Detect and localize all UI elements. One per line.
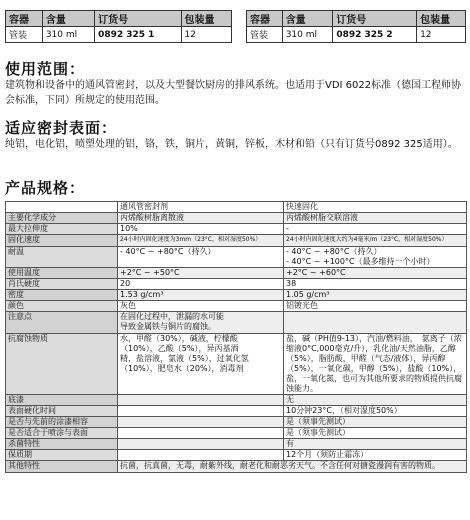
spec-value-standard: [118, 428, 284, 439]
spec-row: [6, 450, 467, 461]
spec-value-standard: 10%: [118, 224, 284, 235]
container-value: 管装: [247, 27, 283, 43]
spec-label: 密度: [6, 290, 118, 301]
order-no-header: 订货号: [333, 11, 417, 27]
spec-value-fast-cure: 38: [284, 279, 467, 290]
spec-value-fast-cure: 丙烯酸树脂交联溶液: [284, 213, 467, 224]
spec-row: [6, 312, 467, 334]
spec-value-standard: 20: [118, 279, 284, 290]
spec-value-standard: 在固化过程中，泄漏的水可能 导致金属铁与铜片的腐蚀。: [118, 312, 284, 334]
usage-text: 建筑物和设备中的通风管密封，以及大型餐饮厨房的排风系统。也适用于VDI 6022标准（德国工程师协会标准，下同）所规定的使用范围。: [5, 80, 462, 106]
spec-value-standard: [118, 439, 284, 450]
spec-header-fast-cure: 快速固化: [284, 202, 467, 213]
pack-qty-value: 12: [417, 27, 466, 43]
spec-label: 耐温: [6, 247, 118, 268]
spec-value-standard: [118, 406, 284, 417]
pack-qty-value: 12: [181, 27, 231, 43]
spec-row: [6, 428, 467, 439]
spec-row: [6, 290, 467, 301]
spec-value-fast-cure: - 40°C ~ +80°C（持久） - 40°C ~ +100°C（最多维持一个小时）: [284, 247, 467, 268]
spec-header-blank: [6, 202, 118, 213]
spec-label: 表面硬化时间: [6, 406, 118, 417]
spec-label: 抗腐蚀物质: [6, 334, 118, 395]
spec-value-fast-cure: 24小时内固化速度大约为4毫米/m（23°C，相对湿度50%）: [284, 235, 467, 247]
spec-value-fast-cure: 1.05 g/cm³: [284, 290, 467, 301]
spec-value-standard: [118, 395, 284, 406]
spec-value-fast-cure: [284, 312, 467, 334]
spec-label: 固化速度: [6, 235, 118, 247]
container-value: 管装: [6, 27, 43, 43]
spec-row: [6, 461, 467, 473]
spec-value-standard: 1.53 g/cm³: [118, 290, 284, 301]
spec-label: 使用温度: [6, 268, 118, 279]
spec-label: 杀菌特性: [6, 439, 118, 450]
order-box-2: [246, 10, 466, 43]
spec-value-fast-cure: 是（须事先测试）: [284, 428, 467, 439]
spec-value-fast-cure: -: [284, 224, 467, 235]
spec-value-fast-cure: 是（须事先测试）: [284, 417, 467, 428]
content-header: 含量: [282, 11, 333, 27]
surfaces-text: 纯铝，电化铝，喷塑处理的铝，铬，铁，铜片，黄铜，锌板，木材和铅（只有订货号0892 325适用）。: [5, 139, 458, 150]
spec-row: [6, 395, 467, 406]
spec-value-fast-cure: 有: [284, 439, 467, 450]
spec-value-fast-cure: 铝镀光色: [284, 301, 467, 312]
spec-row: [6, 247, 467, 268]
spec-value-standard: 丙烯酸树脂离散液: [118, 213, 284, 224]
spec-value-fast-cure: 无: [284, 395, 467, 406]
spec-value-standard: 灰色: [118, 301, 284, 312]
spec-value-fast-cure: 12个月（须防止霜冻）: [284, 450, 467, 461]
spec-label: 底漆: [6, 395, 118, 406]
spec-row: [6, 406, 467, 417]
spec-value-standard: 24小时内固化速度为3mm（23°C，相对湿度50%）: [118, 235, 284, 247]
spec-value-fast-cure: 10分钟23°C，（相对湿度50%）: [284, 406, 467, 417]
pack-qty-header: 包装量: [417, 11, 466, 27]
order-no-value: 0892 325 1: [95, 27, 181, 43]
spec-label: 肖氏硬度: [6, 279, 118, 290]
spec-header-standard: 通风管密封剂: [118, 202, 284, 213]
spec-table: [5, 201, 467, 473]
spec-row: [6, 334, 467, 395]
spec-row: [6, 279, 467, 290]
spec-row: [6, 268, 467, 279]
spec-row: [6, 301, 467, 312]
spec-value-standard: - 40°C ~ +80°C（持久）: [118, 247, 284, 268]
spec-row: [6, 235, 467, 247]
container-header: 容器: [247, 11, 283, 27]
spec-value-standard: [118, 450, 284, 461]
spec-value-fast-cure: +2°C ~ +60°C: [284, 268, 467, 279]
content-value: 310 ml: [282, 27, 333, 43]
spec-label: 是否与先前的涂漆相容: [6, 417, 118, 428]
usage-title: 使用范围：: [5, 60, 86, 78]
spec-value-fast-cure: 盐，碱（PH值9-13），汽油/燃料油， 氨离子（浓缩液0°C,000毫克/升），乳化油/天然油脂，乙醇（5%），脂肪酸，甲醛（气态/液体），异丙醇（5%），一氧化碳，甲醇（5%），盐酸（10%），盐，一氧化氮，也可为其他所要求的物质提供抗腐蚀能力。: [284, 334, 467, 395]
spec-label: 其他特性: [6, 461, 118, 473]
spec-label: 主要化学成分: [6, 213, 118, 224]
surfaces-title: 适应密封表面：: [5, 119, 118, 137]
spec-row: [6, 213, 467, 224]
spec-value-standard: 抗菌，抗真菌，无毒，耐紫外线，耐老化和耐恶劣天气。不含任何对搪瓷漫润有害的物质。: [118, 461, 467, 473]
order-no-value: 0892 325 2: [333, 27, 417, 43]
container-header: 容器: [6, 11, 43, 27]
spec-label: 保质期: [6, 450, 118, 461]
spec-label: 颜色: [6, 301, 118, 312]
order-no-header: 订货号: [95, 11, 181, 27]
specs-title: 产品规格：: [5, 179, 86, 197]
order-box-1: [5, 10, 232, 43]
spec-value-standard: +2°C ~ +50°C: [118, 268, 284, 279]
spec-value-standard: [118, 417, 284, 428]
pack-qty-header: 包装量: [181, 11, 231, 27]
spec-header-row: [6, 202, 467, 213]
spec-label: 最大拉伸度: [6, 224, 118, 235]
spec-row: [6, 417, 467, 428]
spec-row: [6, 224, 467, 235]
spec-label: 注意点: [6, 312, 118, 334]
spec-row: [6, 439, 467, 450]
spec-value-standard: 水，甲醛（30%），碱液，柠檬酸 （10%），乙酸（5%），异丙基酒 精，盐溶液，氯液（5%），过氧化氢 （10%），肥皂水（20%），消毒剂: [118, 334, 284, 395]
spec-label: 是否适合于喷涂与表面: [6, 428, 118, 439]
content-header: 含量: [42, 11, 94, 27]
content-value: 310 ml: [42, 27, 94, 43]
